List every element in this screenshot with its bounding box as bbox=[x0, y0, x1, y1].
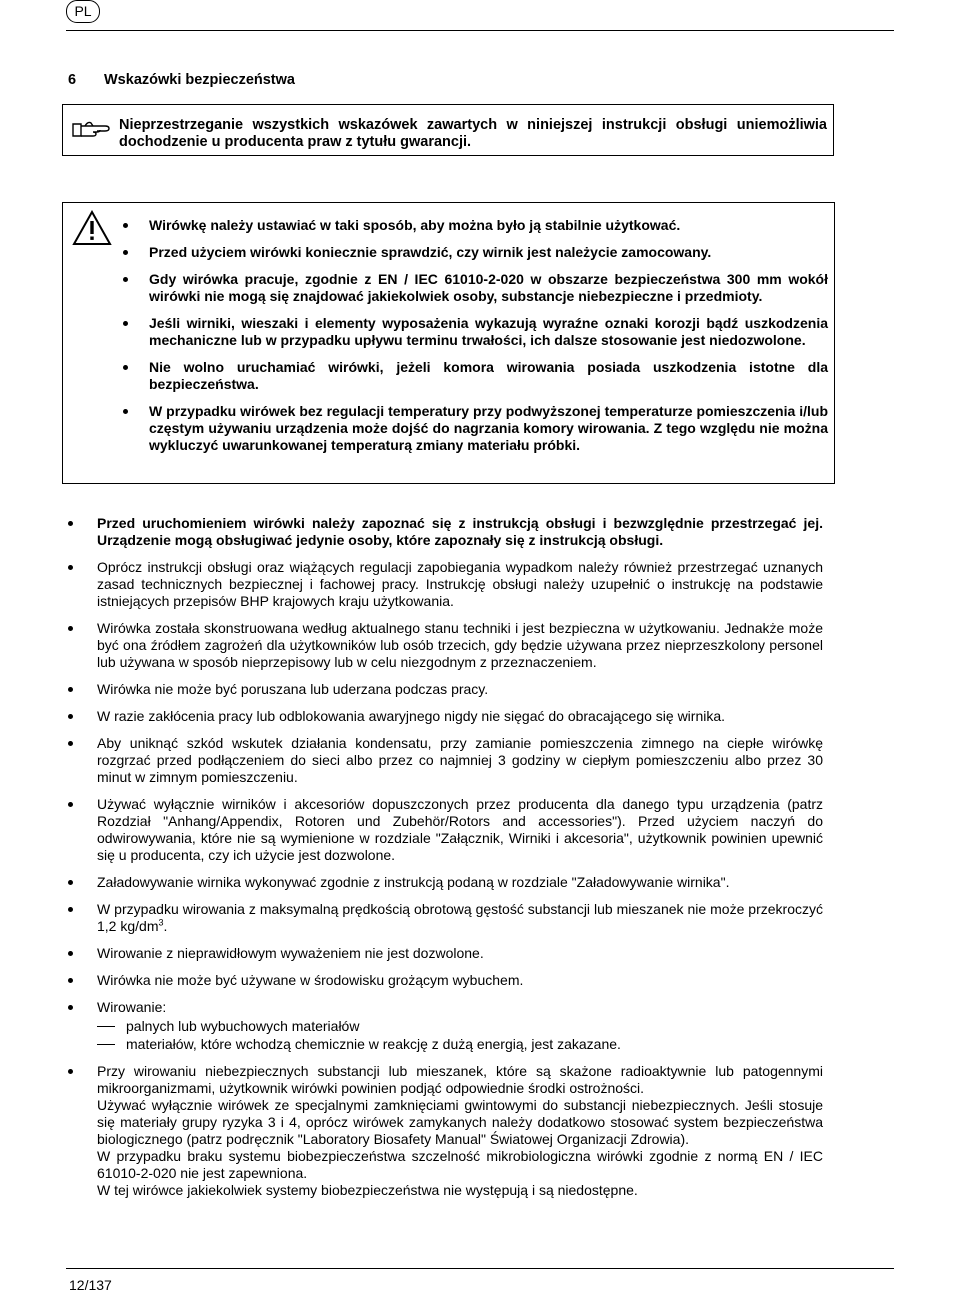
list-item: W razie zakłócenia pracy lub odblokowania awaryjnego nigdy nie sięgać do obracającego się wirnika. bbox=[68, 708, 823, 725]
list-item-label: Wirowanie: bbox=[97, 999, 167, 1015]
pointing-hand-icon bbox=[71, 118, 115, 145]
list-item: Wirowanie z nieprawidłowym wyważeniem nie jest dozwolone. bbox=[68, 945, 823, 962]
warranty-notice-text: Nieprzestrzeganie wszystkich wskazówek zawartych w niniejszej instrukcji obsługi uniemożliwia dochodzenie u producenta praw z tytułu gwarancji. bbox=[119, 117, 827, 150]
list-item: Przed użyciem wirówki koniecznie sprawdzić, czy wirnik jest należycie zamocowany. bbox=[118, 244, 828, 261]
list-item: Jeśli wirniki, wieszaki i elementy wyposażenia wykazują wyraźne oznaki korozji bądź uszkodzenia mechaniczne lub w przypadku upływu terminu trwałości, ich dalsze stosowanie jest niedozwolone. bbox=[118, 315, 828, 349]
header-divider bbox=[66, 30, 894, 31]
list-item: Załadowywanie wirnika wykonywać zgodnie z instrukcją podaną w rozdziale "Załadowywanie wirnika". bbox=[68, 874, 823, 891]
section-heading bbox=[68, 72, 295, 88]
list-item: Wirówka nie może być używane w środowisku grożącym wybuchem. bbox=[68, 972, 823, 989]
list-item: Wirówka nie może być poruszana lub uderzana podczas pracy. bbox=[68, 681, 823, 698]
safety-instructions-list bbox=[68, 515, 823, 1209]
sentence-end: . bbox=[163, 918, 168, 934]
warning-triangle-icon bbox=[72, 210, 112, 251]
section-title: Wskazówki bezpieczeństwa bbox=[104, 72, 295, 88]
list-item: Nie wolno uruchamiać wirówki, jeżeli komora wirowania posiada uszkodzenia istotne dla bezpieczeństwa. bbox=[118, 359, 828, 393]
page-number: 12/137 bbox=[69, 1277, 112, 1293]
list-item: Używać wyłącznie wirników i akcesoriów dopuszczonych przez producenta dla danego typu urządzenia (patrz Rozdział "Anhang/Appendix, Rotoren und Zubehör/Rotors and accessories"). Przed użyciem naczyń do odwirowywania, które nie są wymienione w rozdziale "Załącznik, Wirniki i akcesoria", użytkownik powinien upewnić się u producenta, czy ich użycie jest dozwolone. bbox=[68, 796, 823, 864]
superscript: 3 bbox=[158, 917, 164, 928]
safety-warning-list bbox=[118, 217, 828, 464]
list-item bbox=[68, 999, 823, 1053]
density-limit-text: W przypadku wirowania z maksymalną prędkością obrotową gęstość substancji lub mieszanek nie może przekroczyć 1,2 kg/dm bbox=[97, 901, 823, 934]
list-item: Wirówkę należy ustawiać w taki sposób, aby można było ją stabilnie użytkować. bbox=[118, 217, 828, 234]
list-item bbox=[68, 901, 823, 935]
safety-warning-box bbox=[62, 202, 835, 484]
paragraph: W tej wirówce jakiekolwiek systemy biobezpieczeństwa nie występują i są niedostępne. bbox=[97, 1182, 638, 1198]
sub-list-item: palnych lub wybuchowych materiałów bbox=[97, 1017, 823, 1035]
list-item: W przypadku wirówek bez regulacji temperatury przy podwyższonej temperaturze pomieszczenia i/lub częstym używaniu urządzenia może dojść do nagrzania komory wirowania. Z tego względu nie można wykluczyć uwarunkowanej temperaturą zmiany materiału próbki. bbox=[118, 403, 828, 454]
paragraph: Używać wyłącznie wirówek ze specjalnymi zamknięciami gwintowymi do substancji niebezpiecznych. Jeśli stosuje się materiały grupy ryzyka 3 i 4, oprócz wirówek zamykanych należy dodatkowo stosować system bezpieczeństwa biologicznego (patrz podręcznik "Laboratory Biosafety Manual" Światowej Organizacji Zdrowia). bbox=[97, 1097, 823, 1147]
sub-list bbox=[97, 1017, 823, 1053]
list-item bbox=[68, 1063, 823, 1199]
sub-list-item: materiałów, które wchodzą chemicznie w reakcję z dużą energią, jest zakazane. bbox=[97, 1035, 823, 1053]
list-item: Gdy wirówka pracuje, zgodnie z EN / IEC 61010-2-020 w obszarze bezpieczeństwa 300 mm wokół wirówki nie mogą się znajdować jakiekolwiek osoby, substancje niebezpieczne i przedmioty. bbox=[118, 271, 828, 305]
list-item: Oprócz instrukcji obsługi oraz wiążących regulacji zapobiegania wypadkom należy również przestrzegać uznanych zasad technicznych bezpiecznej i fachowej pracy. Instrukcję obsługi należy uzupełnić o instrukcję na podstawie istniejących przepisów BHP krajowych kraju użytkowania. bbox=[68, 559, 823, 610]
list-item: Przed uruchomieniem wirówki należy zapoznać się z instrukcją obsługi i bezwzględnie przestrzegać jej. Urządzenie mogą obsługiwać jedynie osoby, które zapoznały się z instrukcją obsługi. bbox=[68, 515, 823, 549]
footer-divider bbox=[66, 1268, 894, 1269]
list-item: Aby uniknąć szkód wskutek działania kondensatu, przy zamianie pomieszczenia zimnego na ciepłe wirówkę rozgrzać przed podłączeniem do sieci albo przez co najmniej 3 godziny w ciepłym pomieszczeniu albo przez 30 minut w zimnym pomieszczeniu. bbox=[68, 735, 823, 786]
section-number: 6 bbox=[68, 72, 77, 88]
language-badge: PL bbox=[66, 0, 100, 23]
paragraph: Przy wirowaniu niebezpiecznych substancji lub mieszanek, które są skażone radioaktywnie lub patogennymi mikroorganizmami, użytkownik wirówki powinien podjąć odpowiednie środki ostrożności. bbox=[97, 1063, 823, 1096]
paragraph: W przypadku braku systemu biobezpieczeństwa szczelność mikrobiologiczna wirówki zgodnie z normą EN / IEC 61010-2-020 nie jest zapewniona. bbox=[97, 1148, 823, 1181]
warranty-notice-box bbox=[62, 104, 834, 156]
list-item: Wirówka została skonstruowana według aktualnego stanu techniki i jest bezpieczna w użytkowaniu. Jednakże może być ona źródłem zagrożeń dla użytkowników lub osób trzecich, gdy będzie używana przez nieprzeszkolony personel lub używana w sposób nieprzepisowy lub w celu niezgodnym z przeznaczeniem. bbox=[68, 620, 823, 671]
